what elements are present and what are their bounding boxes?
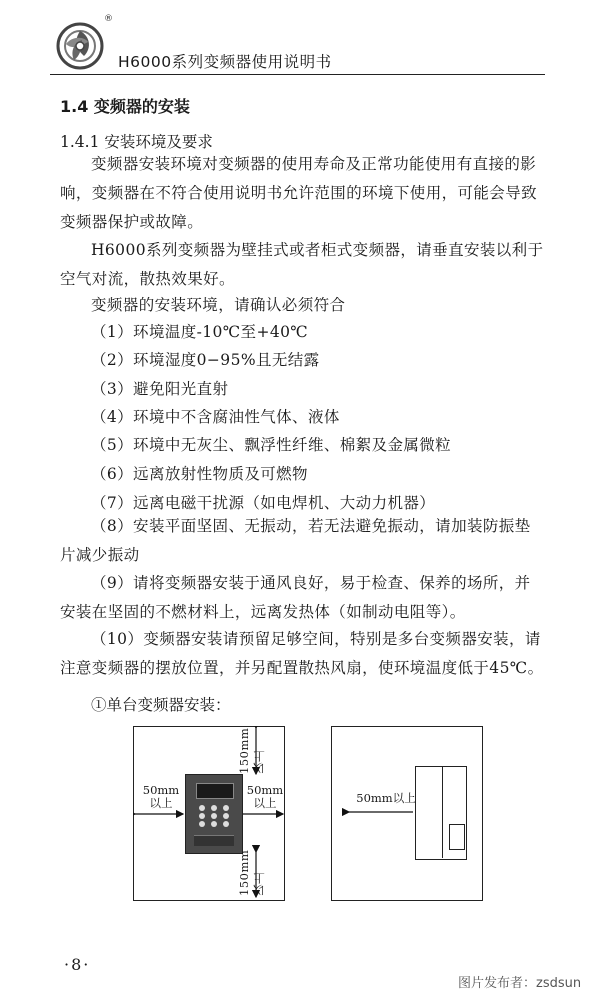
left-gap-note: 以上 [149, 796, 173, 810]
left-gap-value: 50mm [142, 783, 180, 797]
inverter-vent [194, 835, 234, 846]
side-view-diagram [331, 726, 483, 901]
paragraph-confirm-requirements: 变频器的安装环境，请确认必须符合 [91, 296, 346, 314]
list-item: （10）变频器安装请预留足够空间，特别是多台变频器安装，请注意变频器的摆放位置，并另配置散热风扇，使环境温度低于45℃。 [60, 630, 544, 677]
subsection-title: 1.4.1 安装环境及要求 [60, 133, 213, 151]
paragraph-vertical-install: H6000系列变频器为壁挂式或者柜式变频器，请垂直安装以利于空气对流，散热效果好。 [60, 241, 544, 288]
side-view-arrows [331, 726, 483, 901]
list-item: （2）环境湿度0−95%且无结露 [91, 351, 320, 369]
front-view-diagram [133, 726, 285, 901]
inverter-device [185, 774, 243, 854]
side-gap-label: 50mm以上 [356, 791, 416, 805]
inverter-keypad [196, 803, 232, 829]
right-gap-value: 50mm [246, 783, 284, 797]
registered-mark: ® [104, 14, 113, 24]
header-title: H6000系列变频器使用说明书 [118, 53, 332, 71]
paragraph-environment-intro: 变频器安装环境对变频器的使用寿命及正常功能使用有直接的影响，变频器在不符合使用说明书允许范围的环境下使用，可能会导致变频器保护或故障。 [60, 155, 538, 231]
list-item: （5）环境中无灰尘、飘浮性纤维、棉絮及金属微粒 [91, 436, 452, 454]
list-item: （9）请将变频器安装于通风良好，易于检查、保养的场所，并安装在坚固的不燃材料上，远离发热体（如制动电阻等）。 [60, 574, 531, 621]
list-item: （4）环境中不含腐油性气体、液体 [91, 408, 340, 426]
list-item: （7）远离电磁干扰源（如电焊机、大动力机器） [91, 494, 436, 512]
right-gap-note: 以上 [253, 796, 277, 810]
list-item: （1）环境温度-10℃至+40℃ [91, 323, 309, 341]
page-number: ·8· [64, 955, 91, 974]
watermark: 图片发布者：zsdsun [458, 976, 582, 991]
list-item: （3）避免阳光直射 [91, 380, 229, 398]
header-divider [50, 74, 545, 75]
top-gap-label: 150mm以上 [237, 727, 266, 774]
diagram-caption: ①单台变频器安装： [91, 696, 231, 714]
bottom-gap-label: 150mm以上 [237, 849, 266, 896]
inverter-display [196, 783, 234, 799]
section-title: 1.4 变频器的安装 [60, 97, 190, 116]
list-item: （8）安装平面坚固、无振动，若无法避免振动，请加装防振垫片减少振动 [60, 517, 531, 564]
list-item: （6）远离放射性物质及可燃物 [91, 465, 308, 483]
